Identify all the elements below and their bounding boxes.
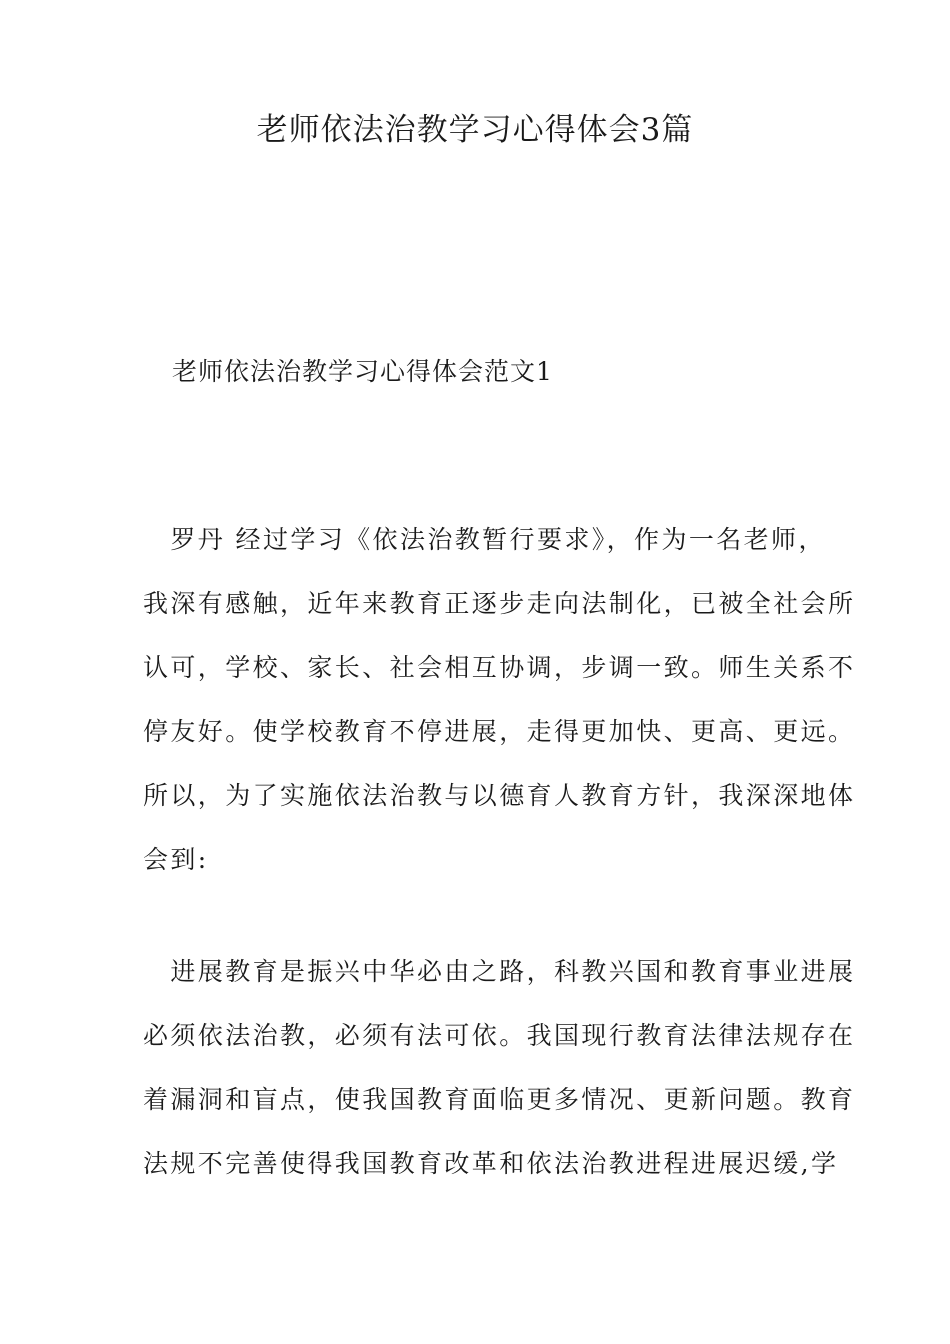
paragraph-line: 停友好。使学校教育不停进展，走得更加快、更高、更远。 xyxy=(143,717,856,746)
paragraph-line: 会到: xyxy=(143,845,209,874)
body-paragraph-1 xyxy=(143,508,856,892)
paragraph-line: 着漏洞和盲点，使我国教育面临更多情况、更新问题。教育 xyxy=(143,1085,856,1114)
paragraph-line: 进展教育是振兴中华必由之路，科教兴国和教育事业进展 xyxy=(143,957,856,986)
paragraph-line: 认可，学校、家长、社会相互协调，步调一致。师生关系不 xyxy=(143,653,856,682)
paragraph-line: 罗丹 经过学习《依法治教暂行要求》，作为一名老师， xyxy=(143,525,826,554)
paragraph-line: 法规不完善使得我国教育改革和依法治教进程进展迟缓,学 xyxy=(143,1149,839,1178)
body-paragraph-2 xyxy=(143,940,856,1196)
document-title: 老师依法治教学习心得体会3篇 xyxy=(256,112,694,148)
paragraph-line: 我深有感触，近年来教育正逐步走向法制化，已被全社会所 xyxy=(143,589,856,618)
paragraph-line: 必须依法治教，必须有法可依。我国现行教育法律法规存在 xyxy=(143,1021,856,1050)
section-heading: 老师依法治教学习心得体会范文1 xyxy=(172,357,553,386)
paragraph-line: 所以，为了实施依法治教与以德育人教育方针，我深深地体 xyxy=(143,781,856,810)
